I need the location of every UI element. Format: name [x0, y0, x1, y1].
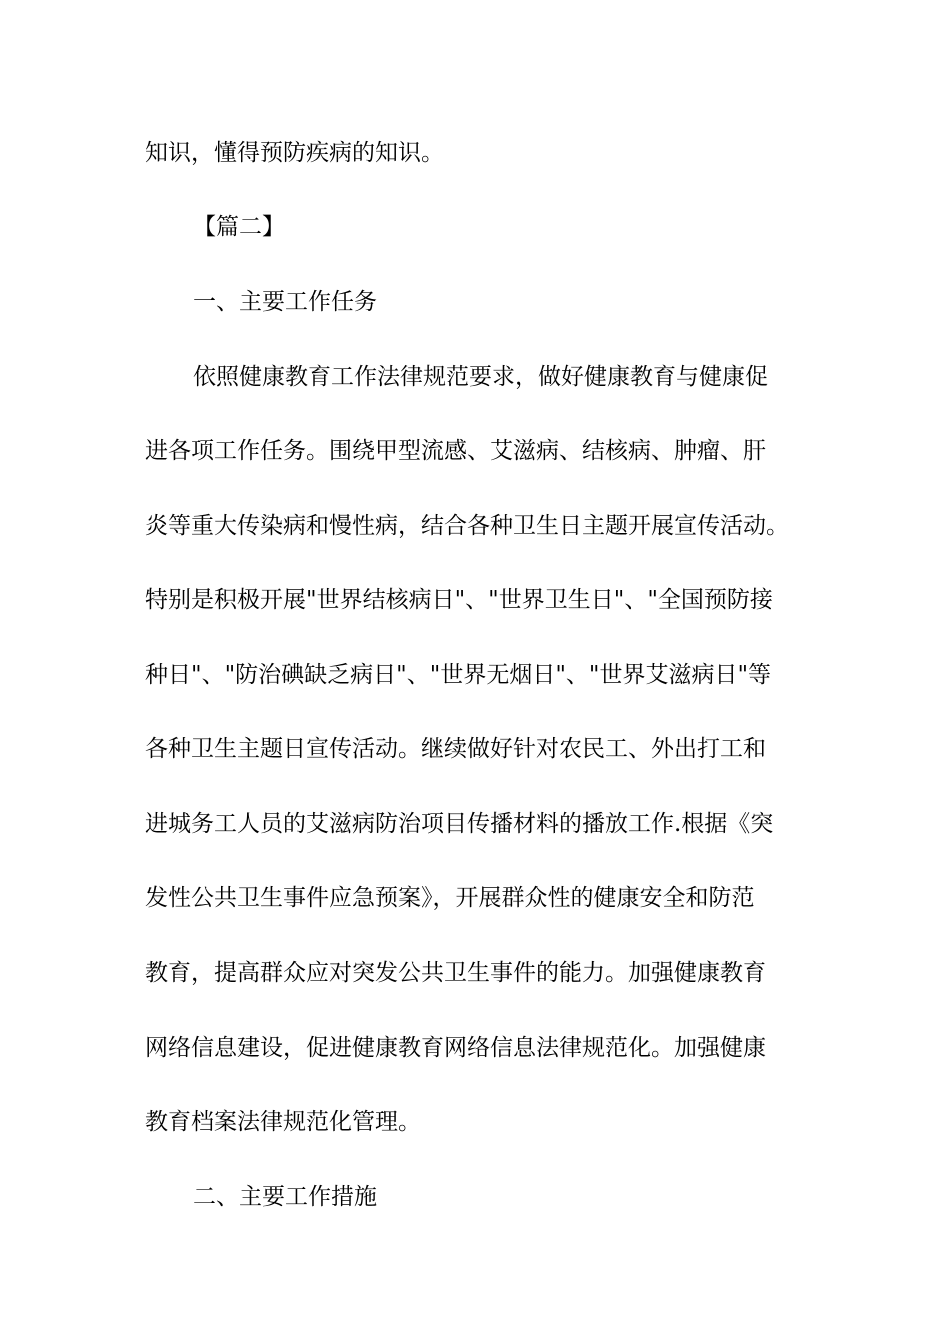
paragraph-line: 教育，提高群众应对突发公共卫生事件的能力。加强健康教育 [145, 960, 766, 986]
paragraph-line: 特别是积极开展"世界结核病日"、"世界卫生日"、"全国预防接 [145, 587, 773, 613]
paragraph-line: 进各项工作任务。围绕甲型流感、艾滋病、结核病、肿瘤、肝 [145, 438, 766, 464]
paragraph-line: 进城务工人员的艾滋病防治项目传播材料的播放工作.根据《突 [145, 811, 774, 837]
paragraph-line: 种日"、"防治碘缺乏病日"、"世界无烟日"、"世界艾滋病日"等 [145, 662, 772, 688]
paragraph-line: 依照健康教育工作法律规范要求，做好健康教育与健康促 [193, 364, 768, 390]
paragraph-line: 教育档案法律规范化管理。 [145, 1109, 421, 1135]
paragraph-line: 发性公共卫生事件应急预案》，开展群众性的健康安全和防范 [145, 885, 755, 911]
section-heading-part-two: 【篇二】 [193, 214, 285, 240]
paragraph-line: 网络信息建设，促进健康教育网络信息法律规范化。加强健康 [145, 1035, 766, 1061]
paragraph-line-continuation: 知识，懂得预防疾病的知识。 [145, 140, 444, 166]
heading-main-tasks: 一、主要工作任务 [193, 289, 377, 315]
paragraph-line: 炎等重大传染病和慢性病，结合各种卫生日主题开展宣传活动。 [145, 513, 789, 539]
heading-main-measures: 二、主要工作措施 [193, 1184, 377, 1210]
paragraph-line: 各种卫生主题日宣传活动。继续做好针对农民工、外出打工和 [145, 736, 766, 762]
